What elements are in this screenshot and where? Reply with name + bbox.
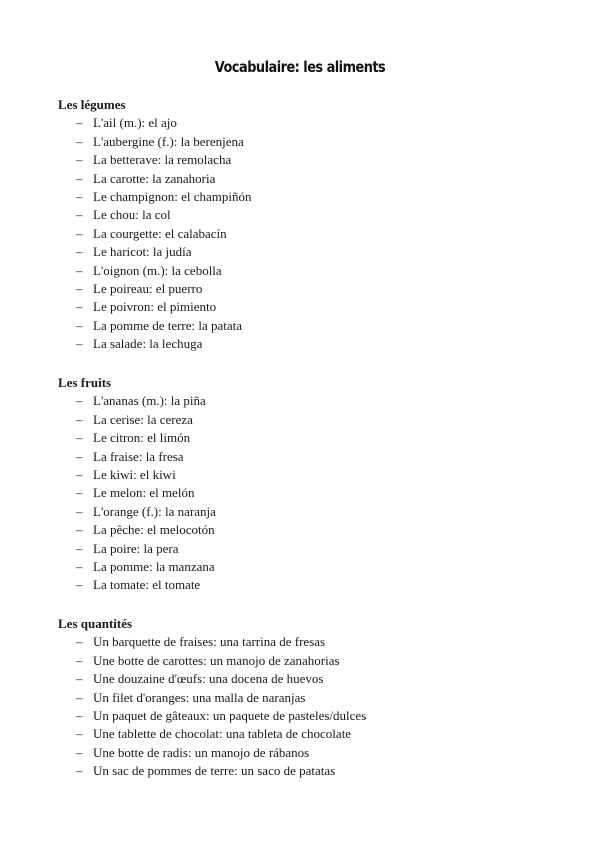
vocab-entry: L'aubergine (f.): la berenjena — [93, 133, 244, 149]
list-bullet-dash: – — [76, 393, 83, 409]
list-item — [58, 689, 366, 707]
list-item — [58, 206, 251, 224]
list-bullet-dash: – — [76, 152, 83, 168]
vocab-entry: Une tablette de chocolat: una tableta de chocolate — [93, 726, 352, 742]
section-legumes — [58, 96, 251, 353]
list-bullet-dash: – — [76, 466, 83, 482]
list-bullet-dash: – — [76, 503, 83, 519]
list-bullet-dash: – — [76, 763, 83, 779]
vocab-list — [58, 633, 366, 780]
list-item — [58, 392, 216, 410]
list-bullet-dash: – — [76, 671, 83, 687]
list-bullet-dash: – — [76, 225, 83, 241]
list-item — [58, 466, 216, 484]
vocab-entry: La poire: la pera — [93, 540, 179, 556]
list-item — [58, 633, 366, 651]
list-bullet-dash: – — [76, 170, 83, 186]
vocab-entry: Le melon: el melón — [93, 485, 195, 501]
section-quantites — [58, 615, 366, 781]
list-item — [58, 762, 366, 780]
list-item — [58, 280, 251, 298]
list-item — [58, 540, 216, 558]
list-bullet-dash: – — [76, 411, 83, 427]
vocab-entry: Un paquet de gâteaux: un paquete de pasteles/dulces — [93, 707, 367, 723]
vocab-entry: La pomme de terre: la patata — [93, 317, 243, 333]
vocab-entry: Le chou: la col — [93, 207, 171, 223]
list-item — [58, 335, 251, 353]
vocab-entry: La pomme: la manzana — [93, 558, 215, 574]
vocab-entry: La pêche: el melocotón — [93, 522, 215, 538]
page-title: Vocabulaire: les aliments — [214, 58, 386, 76]
list-item — [58, 262, 251, 280]
section-heading: Les fruits — [58, 375, 112, 390]
vocab-entry: Un filet d'oranges: una malla de naranjas — [93, 689, 306, 705]
vocab-entry: Une botte de carottes: un manojo de zanahorias — [93, 652, 340, 668]
list-bullet-dash: – — [76, 207, 83, 223]
list-bullet-dash: – — [76, 430, 83, 446]
vocab-entry: Le poireau: el puerro — [93, 280, 203, 296]
list-item — [58, 576, 216, 594]
list-bullet-dash: – — [76, 133, 83, 149]
vocab-entry: Une douzaine d'œufs: una docena de huevos — [93, 671, 324, 687]
vocab-entry: La cerise: la cereza — [93, 411, 193, 427]
list-bullet-dash: – — [76, 485, 83, 501]
vocab-entry: Le poivron: el pimiento — [93, 299, 217, 315]
list-bullet-dash: – — [76, 244, 83, 260]
vocab-entry: La fraise: la fresa — [93, 448, 184, 464]
vocab-list — [58, 114, 251, 353]
list-item — [58, 652, 366, 670]
list-bullet-dash: – — [76, 652, 83, 668]
vocab-entry: Un barquette de fraises: una tarrina de fresas — [93, 634, 326, 650]
list-bullet-dash: – — [76, 634, 83, 650]
vocab-entry: La carotte: la zanahoria — [93, 170, 216, 186]
vocab-entry: Le haricot: la judía — [93, 244, 192, 260]
list-item — [58, 151, 251, 169]
list-bullet-dash: – — [76, 558, 83, 574]
list-item — [58, 114, 251, 132]
section-heading: Les quantités — [58, 616, 133, 631]
list-item — [58, 484, 216, 502]
list-item — [58, 243, 251, 261]
list-item — [58, 170, 251, 188]
vocab-entry: Une botte de radis: un manojo de rábanos — [93, 744, 310, 760]
vocab-entry: La betterave: la remolacha — [93, 152, 232, 168]
vocab-entry: La salade: la lechuga — [93, 336, 203, 352]
list-bullet-dash: – — [76, 522, 83, 538]
section-fruits — [58, 374, 216, 595]
list-item — [58, 133, 251, 151]
vocab-entry: La tomate: el tomate — [93, 577, 201, 593]
list-bullet-dash: – — [76, 280, 83, 296]
vocab-entry: Le champignon: el champiñón — [93, 188, 252, 204]
list-bullet-dash: – — [76, 448, 83, 464]
list-item — [58, 429, 216, 447]
list-bullet-dash: – — [76, 299, 83, 315]
list-bullet-dash: – — [76, 540, 83, 556]
list-item — [58, 707, 366, 725]
list-item — [58, 317, 251, 335]
list-item — [58, 670, 366, 688]
list-bullet-dash: – — [76, 262, 83, 278]
list-bullet-dash: – — [76, 726, 83, 742]
list-item — [58, 225, 251, 243]
list-bullet-dash: – — [76, 317, 83, 333]
list-item — [58, 521, 216, 539]
list-bullet-dash: – — [76, 336, 83, 352]
list-item — [58, 503, 216, 521]
list-bullet-dash: – — [76, 115, 83, 131]
vocab-entry: L'oignon (m.): la cebolla — [93, 262, 222, 278]
list-bullet-dash: – — [76, 744, 83, 760]
vocab-entry: L'orange (f.): la naranja — [93, 503, 216, 519]
list-item — [58, 744, 366, 762]
list-bullet-dash: – — [76, 577, 83, 593]
list-item — [58, 448, 216, 466]
vocab-entry: L'ail (m.): el ajo — [93, 115, 177, 131]
list-item — [58, 188, 251, 206]
list-item — [58, 411, 216, 429]
list-bullet-dash: – — [76, 707, 83, 723]
list-item — [58, 558, 216, 576]
vocab-entry: Le kiwi: el kiwi — [93, 466, 176, 482]
vocab-entry: Un sac de pommes de terre: un saco de patatas — [93, 763, 336, 779]
vocab-entry: L'ananas (m.): la piña — [93, 393, 206, 409]
list-bullet-dash: – — [76, 689, 83, 705]
list-item — [58, 298, 251, 316]
list-bullet-dash: – — [76, 188, 83, 204]
section-heading: Les légumes — [58, 97, 126, 112]
vocab-entry: Le citron: el limón — [93, 430, 191, 446]
list-item — [58, 725, 366, 743]
vocab-list — [58, 392, 216, 594]
vocab-entry: La courgette: el calabacín — [93, 225, 227, 241]
